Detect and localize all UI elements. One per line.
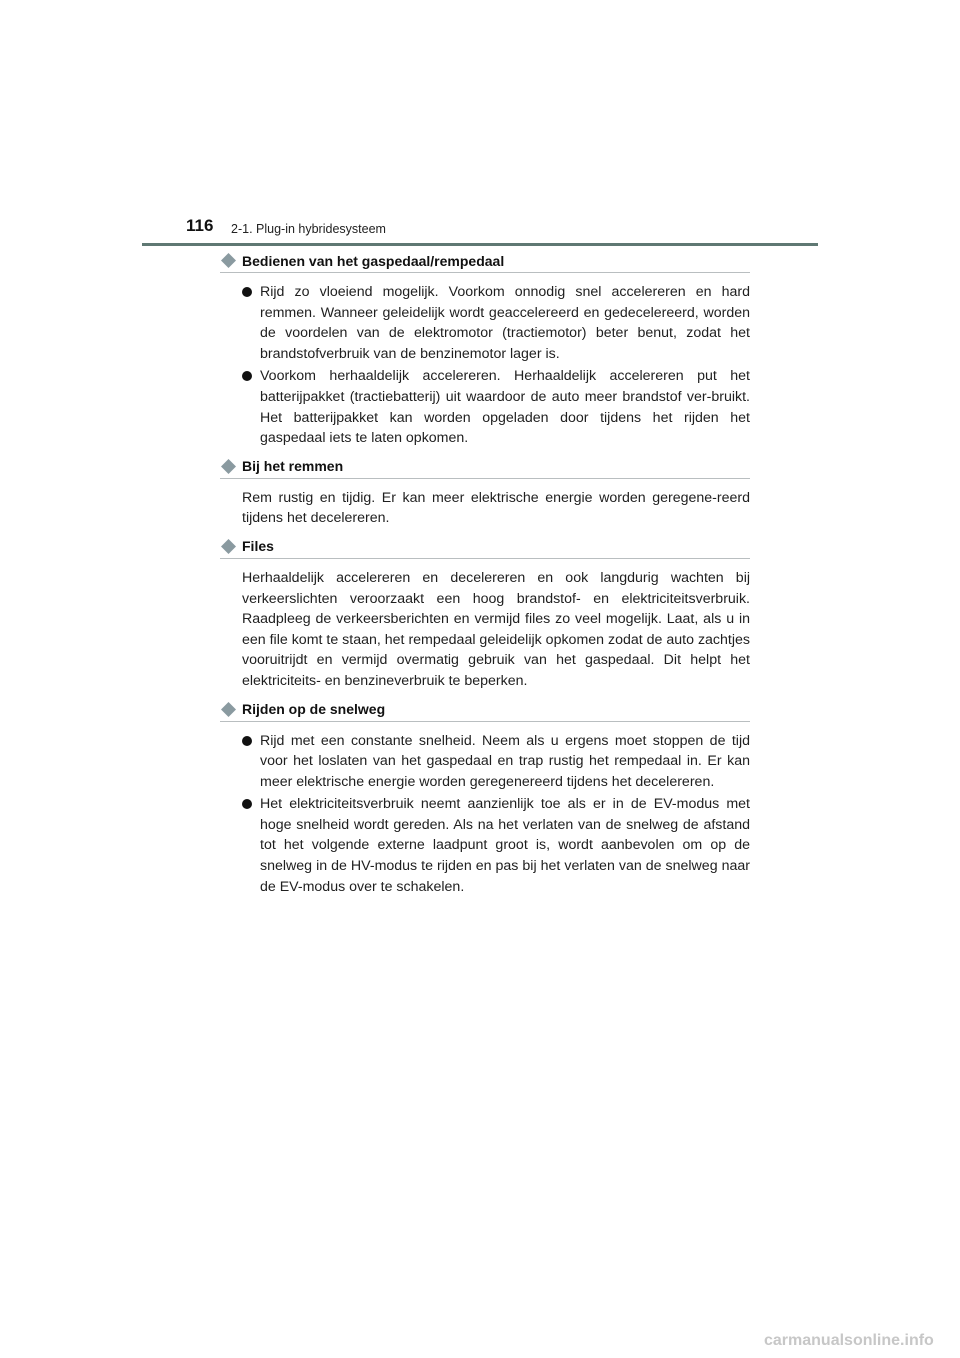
bullet-icon bbox=[242, 371, 252, 381]
section-title: Bij het remmen bbox=[242, 458, 344, 475]
chapter-title: 2-1. Plug-in hybridesysteem bbox=[231, 222, 386, 236]
diamond-icon bbox=[220, 538, 237, 555]
watermark: carmanualsonline.info bbox=[764, 1332, 934, 1349]
diamond-icon bbox=[220, 252, 237, 269]
bullet-text: Rijd zo vloeiend mogelijk. Voorkom onnodig snel accelereren en hard remmen. Wanneer geleidelijk wordt geaccelereerd en gedecelereerd, worden de voordelen van de elektromotor (tractiemotor) beter benut, zodat het brandstofverbruik van de benzinemotor lager is. bbox=[260, 284, 750, 362]
section-title: Bedienen van het gaspedaal/rempedaal bbox=[242, 252, 505, 269]
bullet-text: Het elektriciteitsverbruik neemt aanzienlijk toe als er in de EV-modus met hoge snelheid wordt gereden. Als na het verlaten van de snelweg de afstand tot het volgende externe laadpunt groot is, wordt aanbevolen om op de snelweg in de HV-modus te rijden en pas bij het verlaten van de snelweg naar de EV-modus over te schakelen. bbox=[260, 796, 750, 895]
bullet-icon bbox=[242, 287, 252, 297]
section-heading bbox=[220, 252, 750, 273]
section-heading bbox=[220, 538, 750, 559]
section-remmen bbox=[220, 458, 750, 529]
bullet-text: Rijd met een constante snelheid. Neem als u ergens moet stoppen de tijd voor het loslaten van het gaspedaal en trap rustig het rempedaal in. Er kan meer elektrische energie worden geregenereerd tijdens het decelereren. bbox=[260, 732, 750, 790]
bullet-icon bbox=[242, 799, 252, 809]
bullet-text: Voorkom herhaaldelijk accelereren. Herhaaldelijk accelereren put het batterijpakket (tractiebatterij) uit waardoor de auto meer brandstof ver-bruikt. Het batterijpakket kan worden opgeladen door tijdens het rijden het gaspedaal iets te laten opkomen. bbox=[260, 368, 750, 447]
section-files bbox=[220, 538, 750, 692]
section-gaspedaal bbox=[220, 252, 750, 449]
header-rule bbox=[142, 243, 818, 246]
section-heading bbox=[220, 701, 750, 722]
diamond-icon bbox=[220, 701, 237, 718]
section-title: Files bbox=[242, 538, 274, 555]
section-snelweg bbox=[220, 701, 750, 898]
list-item bbox=[242, 366, 750, 448]
section-title: Rijden op de snelweg bbox=[242, 701, 386, 717]
diamond-icon bbox=[220, 458, 237, 475]
bullet-icon bbox=[242, 736, 252, 746]
section-paragraph: Rem rustig en tijdig. Er kan meer elektrische energie worden geregene-reerd tijdens het decelereren. bbox=[242, 489, 750, 527]
page-content bbox=[220, 252, 750, 906]
list-item bbox=[242, 794, 750, 897]
section-heading bbox=[220, 458, 750, 479]
list-item bbox=[242, 282, 750, 364]
list-item bbox=[242, 731, 750, 793]
section-paragraph: Herhaaldelijk accelereren en decelereren en ook langdurig wachten bij verkeerslichten veroorzaakt een hoog brandstof- en elektriciteitsverbruik. Raadpleeg de verkeersberichten en vermijd files zo veel mogelijk. Laat, als u in een file komt te staan, het rempedaal geleidelijk opkomen zodat de auto zachtjes vooruitrijdt en vermijd overmatig gebruik van het gaspedaal. Dit helpt het elektriciteits- en benzineverbruik te beperken. bbox=[242, 569, 750, 689]
page-number: 116 bbox=[186, 216, 214, 235]
